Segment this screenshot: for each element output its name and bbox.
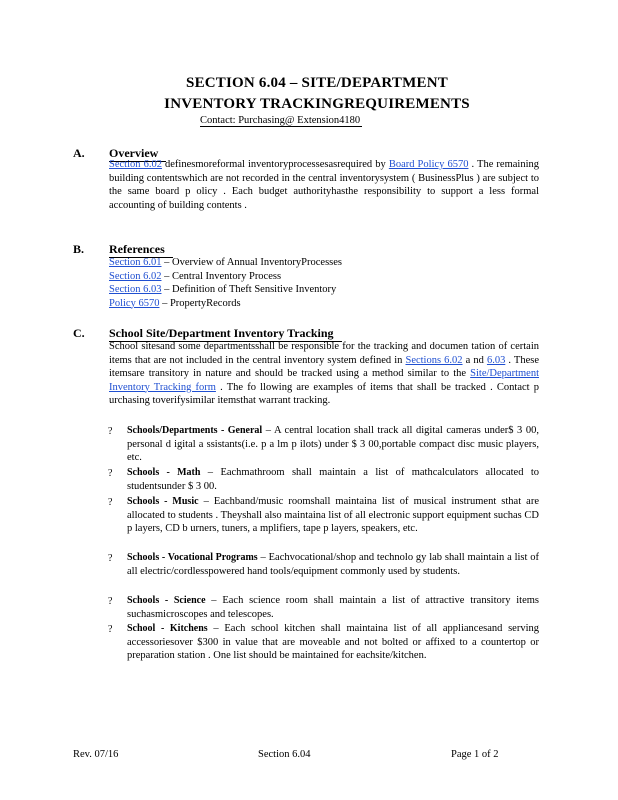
bullet-label: School - Kitchens xyxy=(127,623,208,634)
reference-link[interactable]: Section 6.03 xyxy=(109,284,162,295)
footer-page-number: Page 1 of 2 xyxy=(451,749,499,760)
bullet-text: – Eachband/music roomshall maintaina list of musical instrument sthat are allocated to students . Theyshall also maintaina list of all electronic support equipment suchas CD p layers, CD b urners, tuners, a mplifiers, tape p layers, speakers, etc. xyxy=(127,496,540,534)
section-a-text-2: . The remaining building contentswhich are not recorded in the central inventorysystem ( BusinessPlus ) are subject to the same board p olicy . Each budget authorityhasthe responsibility to support a less formal accounting of building contents . xyxy=(109,159,540,211)
reference-text: – Definition of Theft Sensitive Inventory xyxy=(161,284,337,295)
bullet-kitchens xyxy=(127,622,539,663)
bullet-text: – Each science room shall maintain a list of attractive transitory items suchasmicroscopes and telescopes. xyxy=(127,595,540,620)
references-list xyxy=(109,256,539,310)
reference-link[interactable]: Section 6.01 xyxy=(109,257,162,268)
bullet-label: Schools - Vocational Programs xyxy=(127,552,258,563)
board-policy-6570-link[interactable]: Board Policy 6570 xyxy=(388,159,469,170)
bullet-glyph: ? xyxy=(108,468,113,479)
reference-text: – Overview of Annual InventoryProcesses xyxy=(161,257,342,268)
section-a-heading: Overview xyxy=(109,146,166,162)
bullet-text: – Eachvocational/shop and technolo gy lab shall maintain a list of all electric/cordlesspowered hand tools/equipment commonly used by students. xyxy=(127,552,539,577)
section-b-heading: References xyxy=(109,242,173,258)
section-c-text-1: School sitesand some departmentsshall be responsible for the tracking and documen tation of certain items that are not included in the central inventory system defined in xyxy=(109,341,539,366)
reference-item xyxy=(109,297,539,311)
section-c-intro xyxy=(109,340,539,408)
section-602-link[interactable]: Section 6.02 xyxy=(109,159,162,170)
reference-item xyxy=(109,270,539,284)
reference-link[interactable]: Section 6.02 xyxy=(109,270,162,282)
bullet-glyph: ? xyxy=(108,624,113,635)
title-line-2: INVENTORY TRACKINGREQUIREMENTS xyxy=(164,96,470,112)
sections-602-link[interactable]: Sections 6.02 xyxy=(405,354,463,366)
footer-section: Section 6.04 xyxy=(258,749,311,760)
section-c-text-3: . These itemsare transitory in nature and should be tracked using a method similar to the xyxy=(109,354,539,379)
title-line-1: SECTION 6.04 – SITE/DEPARTMENT xyxy=(186,75,448,91)
reference-item xyxy=(109,256,539,270)
bullet-math xyxy=(127,466,539,493)
bullet-glyph: ? xyxy=(108,596,113,607)
bullet-science xyxy=(127,594,539,621)
section-603-link[interactable]: 6.03 xyxy=(486,354,506,366)
footer-revision: Rev. 07/16 xyxy=(73,749,119,760)
section-c-heading: School Site/Department Inventory Tracking xyxy=(109,326,342,342)
bullet-label: Schools - Music xyxy=(127,496,199,507)
bullet-label: Schools/Departments - General xyxy=(127,425,263,436)
section-a-text-1: definesmoreformal inventoryprocessesasrequired by xyxy=(161,159,389,170)
section-a-letter: A. xyxy=(73,146,85,160)
section-c-letter: C. xyxy=(73,326,85,340)
bullet-text: – A central location shall track all digital cameras under$ 3 00, personal d igital a ssistants(i.e. p a lm p ilots) under $ 3 00,portable compact disc music players, etc. xyxy=(127,425,539,463)
bullet-glyph: ? xyxy=(108,426,113,437)
section-b-letter: B. xyxy=(73,242,85,256)
section-c-text-2: a nd xyxy=(462,354,487,366)
bullet-glyph: ? xyxy=(108,497,113,508)
reference-text: – PropertyRecords xyxy=(159,297,241,309)
section-a-body xyxy=(109,158,539,212)
bullet-vocational xyxy=(127,551,539,578)
bullet-label: Schools - Math xyxy=(127,467,201,478)
bullet-glyph: ? xyxy=(108,553,113,564)
bullet-label: Schools - Science xyxy=(127,595,206,606)
reference-item xyxy=(109,283,539,297)
contact-line: Contact: Purchasing@ Extension4180 xyxy=(200,115,361,126)
bullet-text: – Eachmathroom shall maintain a list of mathcalculators allocated to studentsunder $ 3 00. xyxy=(127,467,539,492)
reference-text: – Central Inventory Process xyxy=(161,270,282,282)
tracking-form-link[interactable]: Site/Department Inventory Tracking form xyxy=(109,368,539,393)
bullet-music xyxy=(127,495,539,536)
bullet-general xyxy=(127,424,539,465)
bullet-text: – Each school kitchen shall maintaina list of all appliancesand serving accessoriesover $300 in value that are moveable and not bolted or affixed to a countertop or preparation station . One list should be maintained for eachsite/kitchen. xyxy=(127,623,539,661)
section-c-text-4: . The fo llowing are examples of items that shall be tracked . Contact p urchasing toverifysimilar itemsthat warrant tracking. xyxy=(109,381,539,406)
reference-link[interactable]: Policy 6570 xyxy=(109,297,160,309)
